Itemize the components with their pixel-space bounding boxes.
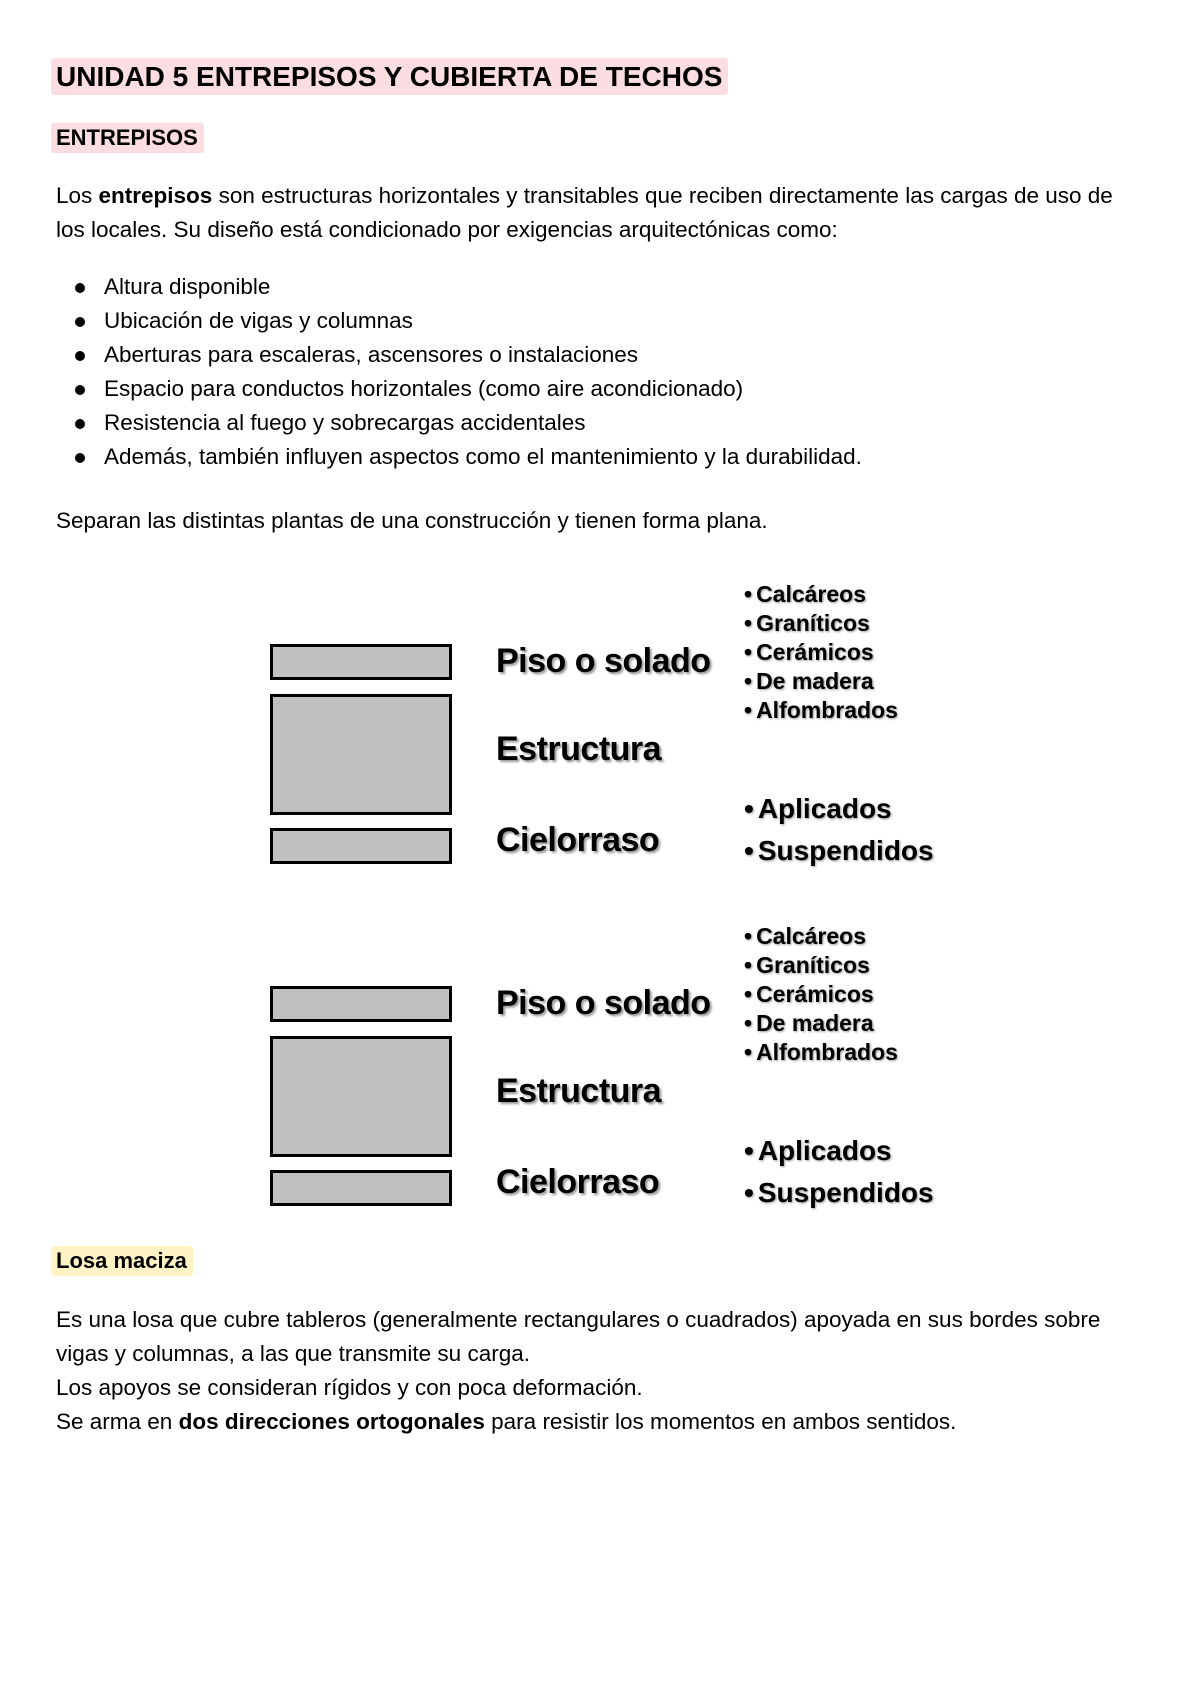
list-item: • Alfombrados xyxy=(744,1039,898,1065)
section-heading-losa-maciza: Losa maciza xyxy=(51,1246,193,1276)
list-item: • Suspendidos xyxy=(744,1177,934,1208)
list-item: • Calcáreos xyxy=(744,581,867,607)
floor-types-list xyxy=(744,922,898,1067)
closing-paragraph: Separan las distintas plantas de una construcción y tienen forma plana. xyxy=(56,508,768,533)
section-heading-entrepisos: ENTREPISOS xyxy=(51,123,204,153)
bold-term: dos direcciones ortogonales xyxy=(178,1409,485,1434)
list-item: Espacio para conductos horizontales (como aire acondicionado) xyxy=(56,372,862,406)
structure-layer-box xyxy=(270,1036,452,1157)
ceiling-layer-box xyxy=(270,1170,452,1206)
ceiling-types-list xyxy=(744,788,934,872)
list-item: • De madera xyxy=(744,668,874,694)
list-item: • Aplicados xyxy=(744,1135,892,1166)
intro-paragraph xyxy=(56,179,1136,247)
list-item: • Aplicados xyxy=(744,793,892,824)
ceiling-layer-box xyxy=(270,828,452,864)
list-item: Además, también influyen aspectos como el mantenimiento y la durabilidad. xyxy=(56,440,862,474)
list-item: Resistencia al fuego y sobrecargas accidentales xyxy=(56,406,862,440)
losa-supports-line: Los apoyos se consideran rígidos y con poca deformación. xyxy=(56,1375,643,1400)
requirements-list xyxy=(56,270,862,474)
list-item: • Graníticos xyxy=(744,610,870,636)
intro-text-rest: son estructuras horizontales y transitables que reciben directamente las cargas de uso de los locales. Su diseño está condicionado por exigencias arquitectónicas como: xyxy=(56,183,1113,242)
list-item: • Calcáreos xyxy=(744,923,867,949)
floor-types-list xyxy=(744,580,898,725)
floor-layer-box xyxy=(270,986,452,1022)
structure-layer-box xyxy=(270,694,452,815)
floor-label: Piso o solado xyxy=(496,642,711,680)
list-item: • De madera xyxy=(744,1010,874,1036)
list-item: Aberturas para escaleras, ascensores o instalaciones xyxy=(56,338,862,372)
list-item: • Cerámicos xyxy=(744,639,874,665)
losa-reinforcement-line: Se arma en dos direcciones ortogonales para resistir los momentos en ambos sentidos. xyxy=(56,1409,957,1434)
structure-label: Estructura xyxy=(496,1072,662,1110)
losa-description-paragraph: Es una losa que cubre tableros (generalmente rectangulares o cuadrados) apoyada en sus bordes sobre vigas y columnas, a las que transmite su carga. xyxy=(56,1307,1101,1366)
list-item: Altura disponible xyxy=(56,270,862,304)
page-title: UNIDAD 5 ENTREPISOS Y CUBIERTA DE TECHOS xyxy=(51,58,728,95)
floor-layers-diagram xyxy=(240,922,1000,1242)
intro-bold-term: entrepisos xyxy=(98,183,213,208)
ceiling-types-list xyxy=(744,1130,934,1214)
floor-layer-box xyxy=(270,644,452,680)
intro-text-start: Los xyxy=(56,183,99,208)
list-item: Ubicación de vigas y columnas xyxy=(56,304,862,338)
floor-layers-diagram xyxy=(240,580,1000,900)
list-item: • Graníticos xyxy=(744,952,870,978)
ceiling-label: Cielorraso xyxy=(496,821,660,859)
list-item: • Alfombrados xyxy=(744,697,898,723)
list-item: • Cerámicos xyxy=(744,981,874,1007)
ceiling-label: Cielorraso xyxy=(496,1163,660,1201)
floor-label: Piso o solado xyxy=(496,984,711,1022)
structure-label: Estructura xyxy=(496,730,662,768)
list-item: • Suspendidos xyxy=(744,835,934,866)
